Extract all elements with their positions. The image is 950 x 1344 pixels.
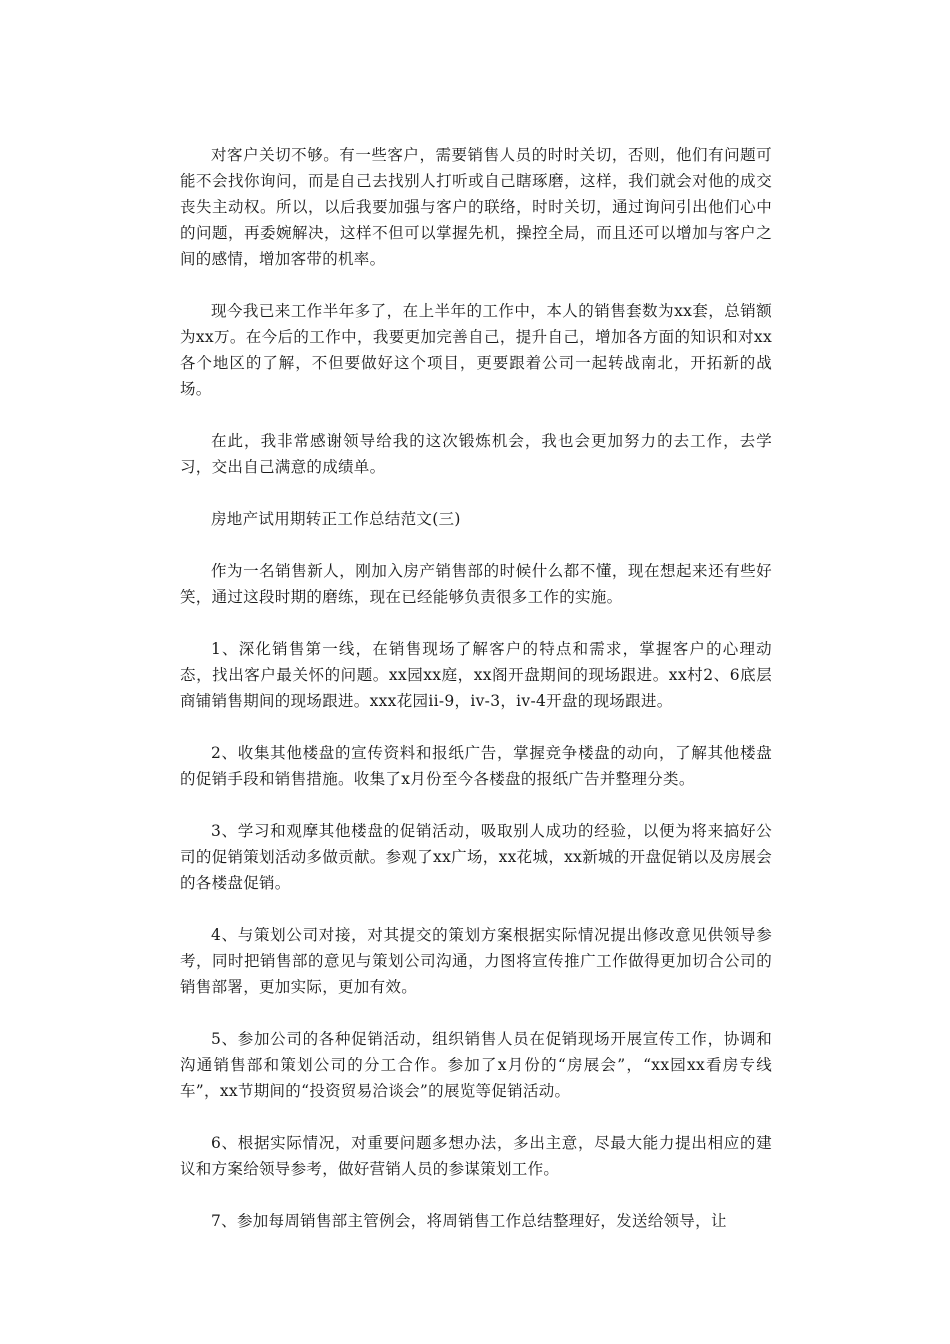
list-item-2: 2、收集其他楼盘的宣传资料和报纸广告，掌握竞争楼盘的动向，了解其他楼盘的促销手段和销售措施。收集了x月份至今各楼盘的报纸广告并整理分类。 — [180, 744, 772, 788]
list-item-7: 7、参加每周销售部主管例会，将周销售工作总结整理好，发送给领导，让 — [211, 1212, 727, 1230]
document-body — [180, 142, 772, 1260]
list-item-4: 4、与策划公司对接，对其提交的策划方案根据实际情况提出修改意见供领导参考，同时把销售部的意见与策划公司沟通，力图将宣传推广工作做得更加切合公司的销售部署，更加实际，更加有效。 — [180, 926, 772, 996]
paragraph-customer-care: 对客户关切不够。有一些客户，需要销售人员的时时关切，否则，他们有问题可能不会找你询问，而是自己去找别人打听或自己瞎琢磨，这样，我们就会对他的成交丧失主动权。所以，以后我要加强与客户的联络，时时关切，通过询问引出他们心中的问题，再委婉解决，这样不但可以掌握先机，操控全局，而且还可以增加与客户之间的感情，增加客带的机率。 — [180, 146, 772, 268]
paragraph-half-year-summary: 现今我已来工作半年多了，在上半年的工作中，本人的销售套数为xx套，总销额为xx万。在今后的工作中，我要更加完善自己，提升自己，增加各方面的知识和对xx各个地区的了解，不但要做好这个项目，更要跟着公司一起转战南北，开拓新的战场。 — [180, 302, 772, 398]
list-item-5: 5、参加公司的各种促销活动，组织销售人员在促销现场开展宣传工作，协调和沟通销售部和策划公司的分工合作。参加了x月份的“房展会”，“xx园xx看房专线车”，xx节期间的“投资贸易洽谈会”的展览等促销活动。 — [180, 1030, 772, 1100]
paragraph-thanks: 在此，我非常感谢领导给我的这次锻炼机会，我也会更加努力的去工作，去学习，交出自己满意的成绩单。 — [180, 432, 772, 476]
list-item-1: 1、深化销售第一线，在销售现场了解客户的特点和需求，掌握客户的心理动态，找出客户最关怀的问题。xx园xx庭，xx阁开盘期间的现场跟进。xx村2、6底层商铺销售期间的现场跟进。xxx花园ii-9，iv-3，iv-4开盘的现场跟进。 — [180, 640, 772, 710]
section-heading: 房地产试用期转正工作总结范文(三) — [211, 510, 461, 528]
paragraph-intro: 作为一名销售新人，刚加入房产销售部的时候什么都不懂，现在想起来还有些好笑，通过这段时期的磨练，现在已经能够负责很多工作的实施。 — [180, 562, 772, 606]
list-item-3: 3、学习和观摩其他楼盘的促销活动，吸取别人成功的经验，以便为将来搞好公司的促销策划活动多做贡献。参观了xx广场，xx花城，xx新城的开盘促销以及房展会的各楼盘促销。 — [180, 822, 772, 892]
list-item-6: 6、根据实际情况，对重要问题多想办法，多出主意，尽最大能力提出相应的建议和方案给领导参考，做好营销人员的参谋策划工作。 — [180, 1134, 772, 1178]
